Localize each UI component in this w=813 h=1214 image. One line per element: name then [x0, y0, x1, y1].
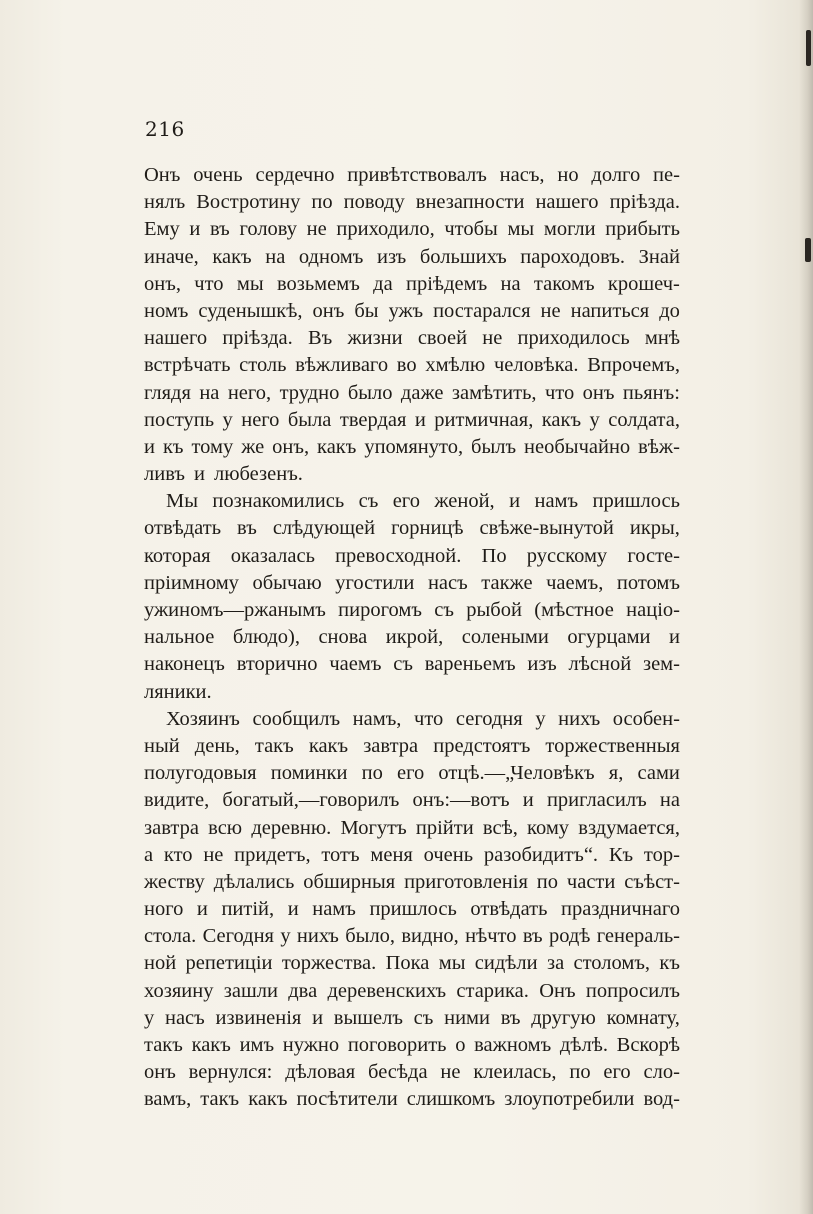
text-line: пріимному обычаю угостили насъ также чаемъ, потомъ [144, 571, 680, 594]
text-line: глядя на него, трудно было даже замѣтить, что онъ пьянъ: [144, 381, 680, 404]
text-line: завтра всю деревню. Могутъ прійти всѣ, кому вздумается, [144, 816, 680, 839]
text-line: жеству дѣлались обширныя приготовленія по части съѣст- [144, 870, 680, 893]
text-line: поступь у него была твердая и ритмичная, какъ у солдата, [144, 408, 680, 431]
page-edge-mark [805, 238, 811, 262]
text-line: ного и питій, и намъ пришлось отвѣдать праздничнаго [144, 898, 680, 921]
page-edge-mark [806, 30, 811, 66]
text-line: наконецъ вторично чаемъ съ вареньемъ изъ лѣсной зем- [144, 653, 680, 676]
text-line: и къ тому же онъ, какъ упомянуто, былъ необычайно вѣж- [144, 435, 680, 458]
text-line: ливъ и любезенъ. [144, 463, 303, 486]
page-edge-shadow [799, 0, 813, 1214]
text-line: полугодовыя поминки по его отцѣ.—„Человѣкъ я, сами [144, 762, 680, 785]
text-line: у насъ извиненія и вышелъ съ ними въ другую комнату, [144, 1006, 680, 1029]
text-line: ный день, такъ какъ завтра предстоятъ торжественныя [144, 734, 680, 757]
text-line: ной репетиціи торжества. Пока мы сидѣли за столомъ, къ [144, 952, 680, 975]
text-line: стола. Сегодня у нихъ было, видно, нѣчто въ родѣ генераль- [144, 925, 680, 948]
text-line: Онъ очень сердечно привѣтствовалъ насъ, но долго пе- [144, 164, 680, 186]
text-line: нальное блюдо), снова икрой, солеными огурцами и [144, 626, 680, 649]
text-line: ляники. [144, 680, 212, 703]
text-line: отвѣдать въ слѣдующей горницѣ свѣже-вынутой икры, [144, 517, 680, 540]
body-text [144, 162, 680, 1114]
text-line: вамъ, такъ какъ посѣтители слишкомъ злоупотребили вод- [144, 1088, 680, 1111]
text-line: онъ вернулся: дѣловая бесѣда не клеилась, по его сло- [144, 1061, 680, 1084]
text-line: которая оказалась превосходной. По русскому госте- [144, 544, 680, 567]
text-line: нашего пріѣзда. Въ жизни своей не приходилось мнѣ [144, 327, 680, 350]
text-line: нялъ Востротину по поводу внезапности нашего пріѣзда. [144, 191, 680, 214]
text-line: иначе, какъ на одномъ изъ большихъ пароходовъ. Знай [144, 245, 680, 268]
text-line: такъ какъ имъ нужно поговорить о важномъ дѣлѣ. Вскорѣ [144, 1034, 680, 1056]
text-line: ужиномъ—ржанымъ пирогомъ съ рыбой (мѣстное націо- [144, 599, 680, 621]
text-line: онъ, что мы возьмемъ да пріѣдемъ на такомъ крошеч- [144, 272, 680, 295]
text-line: хозяину зашли два деревенскихъ старика. Онъ попросилъ [144, 979, 680, 1002]
text-line: Мы познакомились съ его женой, и намъ пришлось [166, 490, 680, 513]
text-line: номъ суденышкѣ, онъ бы ужъ постарался не напиться до [144, 299, 680, 322]
text-line: видите, богатый,—говорилъ онъ:—вотъ и пригласилъ на [144, 789, 680, 812]
text-line: Хозяинъ сообщилъ намъ, что сегодня у нихъ особен- [166, 707, 680, 730]
text-line: встрѣчать столь вѣжливаго во хмѣлю человѣка. Впрочемъ, [144, 354, 680, 377]
page-number: 216 [145, 117, 185, 141]
text-line: Ему и въ голову не приходило, чтобы мы могли прибыть [144, 218, 680, 241]
text-line: а кто не придетъ, тотъ меня очень разобидитъ“. Къ тор- [144, 843, 680, 866]
